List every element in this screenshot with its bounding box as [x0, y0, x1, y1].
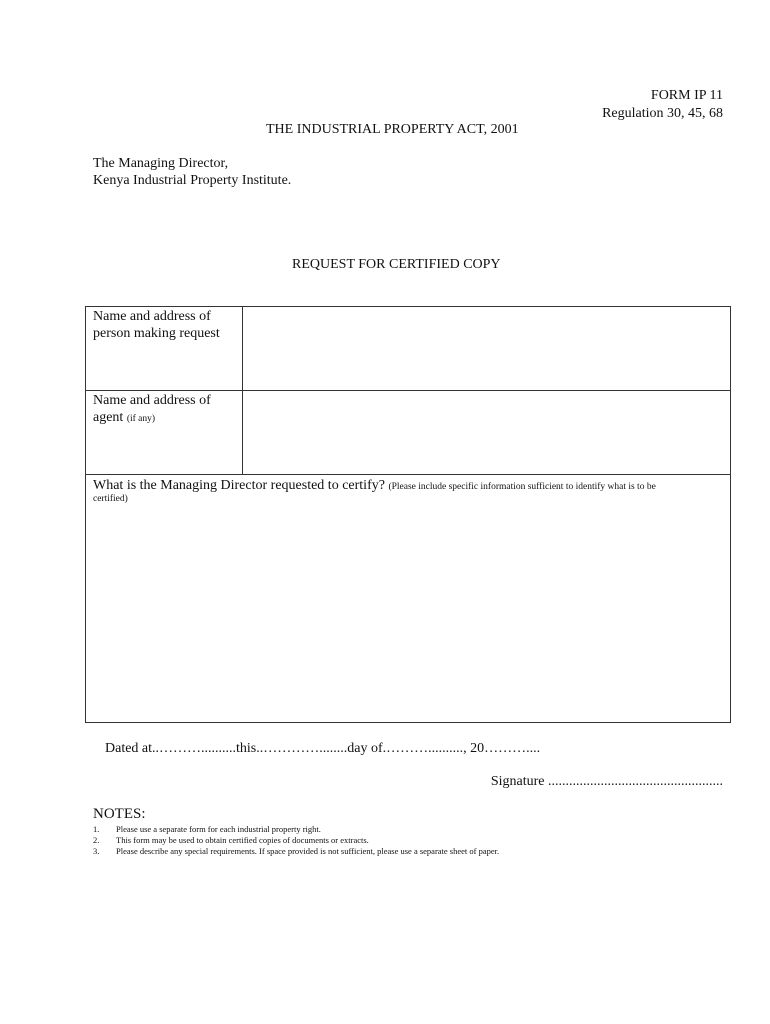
addressee-line-1: The Managing Director,	[93, 156, 229, 171]
requester-label-line-1: Name and address of	[93, 309, 211, 324]
addressee-line-2: Kenya Industrial Property Institute.	[93, 173, 292, 188]
requester-input-cell[interactable]	[242, 306, 731, 391]
note-text: Please describe any special requirements. If space provided is not sufficient, please use a separate sheet of paper.	[116, 846, 500, 856]
requester-label-cell	[85, 306, 243, 391]
note-item	[93, 846, 499, 857]
note-number: 3.	[93, 846, 100, 856]
notes-heading: NOTES:	[93, 806, 146, 822]
requester-label-line-2: person making request	[93, 326, 220, 341]
note-item	[93, 824, 499, 835]
note-text: Please use a separate form for each industrial property right.	[116, 824, 321, 834]
note-number: 1.	[93, 824, 100, 834]
note-text: This form may be used to obtain certified copies of documents or extracts.	[116, 835, 369, 845]
form-title: REQUEST FOR CERTIFIED COPY	[292, 257, 501, 272]
certify-question: What is the Managing Director requested to certify?	[93, 478, 385, 493]
notes-list	[93, 824, 499, 857]
dated-line[interactable]: Dated at..………..........this..…………........day of.……….........., 20………....	[105, 741, 541, 756]
regulation-reference: Regulation 30, 45, 68	[602, 106, 723, 121]
act-title: THE INDUSTRIAL PROPERTY ACT, 2001	[266, 122, 519, 137]
note-number: 2.	[93, 835, 100, 845]
signature-line[interactable]: Signature ..................................................	[490, 774, 723, 789]
form-id: FORM IP 11	[650, 88, 723, 103]
agent-note: (if any)	[126, 414, 156, 424]
certify-note-continued: certified)	[93, 494, 128, 504]
note-item	[93, 835, 499, 846]
agent-label-cell	[85, 390, 243, 475]
certify-cell[interactable]	[85, 474, 731, 723]
agent-input-cell[interactable]	[242, 390, 731, 475]
agent-label-line-2: agent	[93, 410, 124, 425]
agent-label-line-1: Name and address of	[93, 393, 211, 408]
certify-note: (Please include specific information sufficient to identify what is to be	[388, 482, 656, 492]
